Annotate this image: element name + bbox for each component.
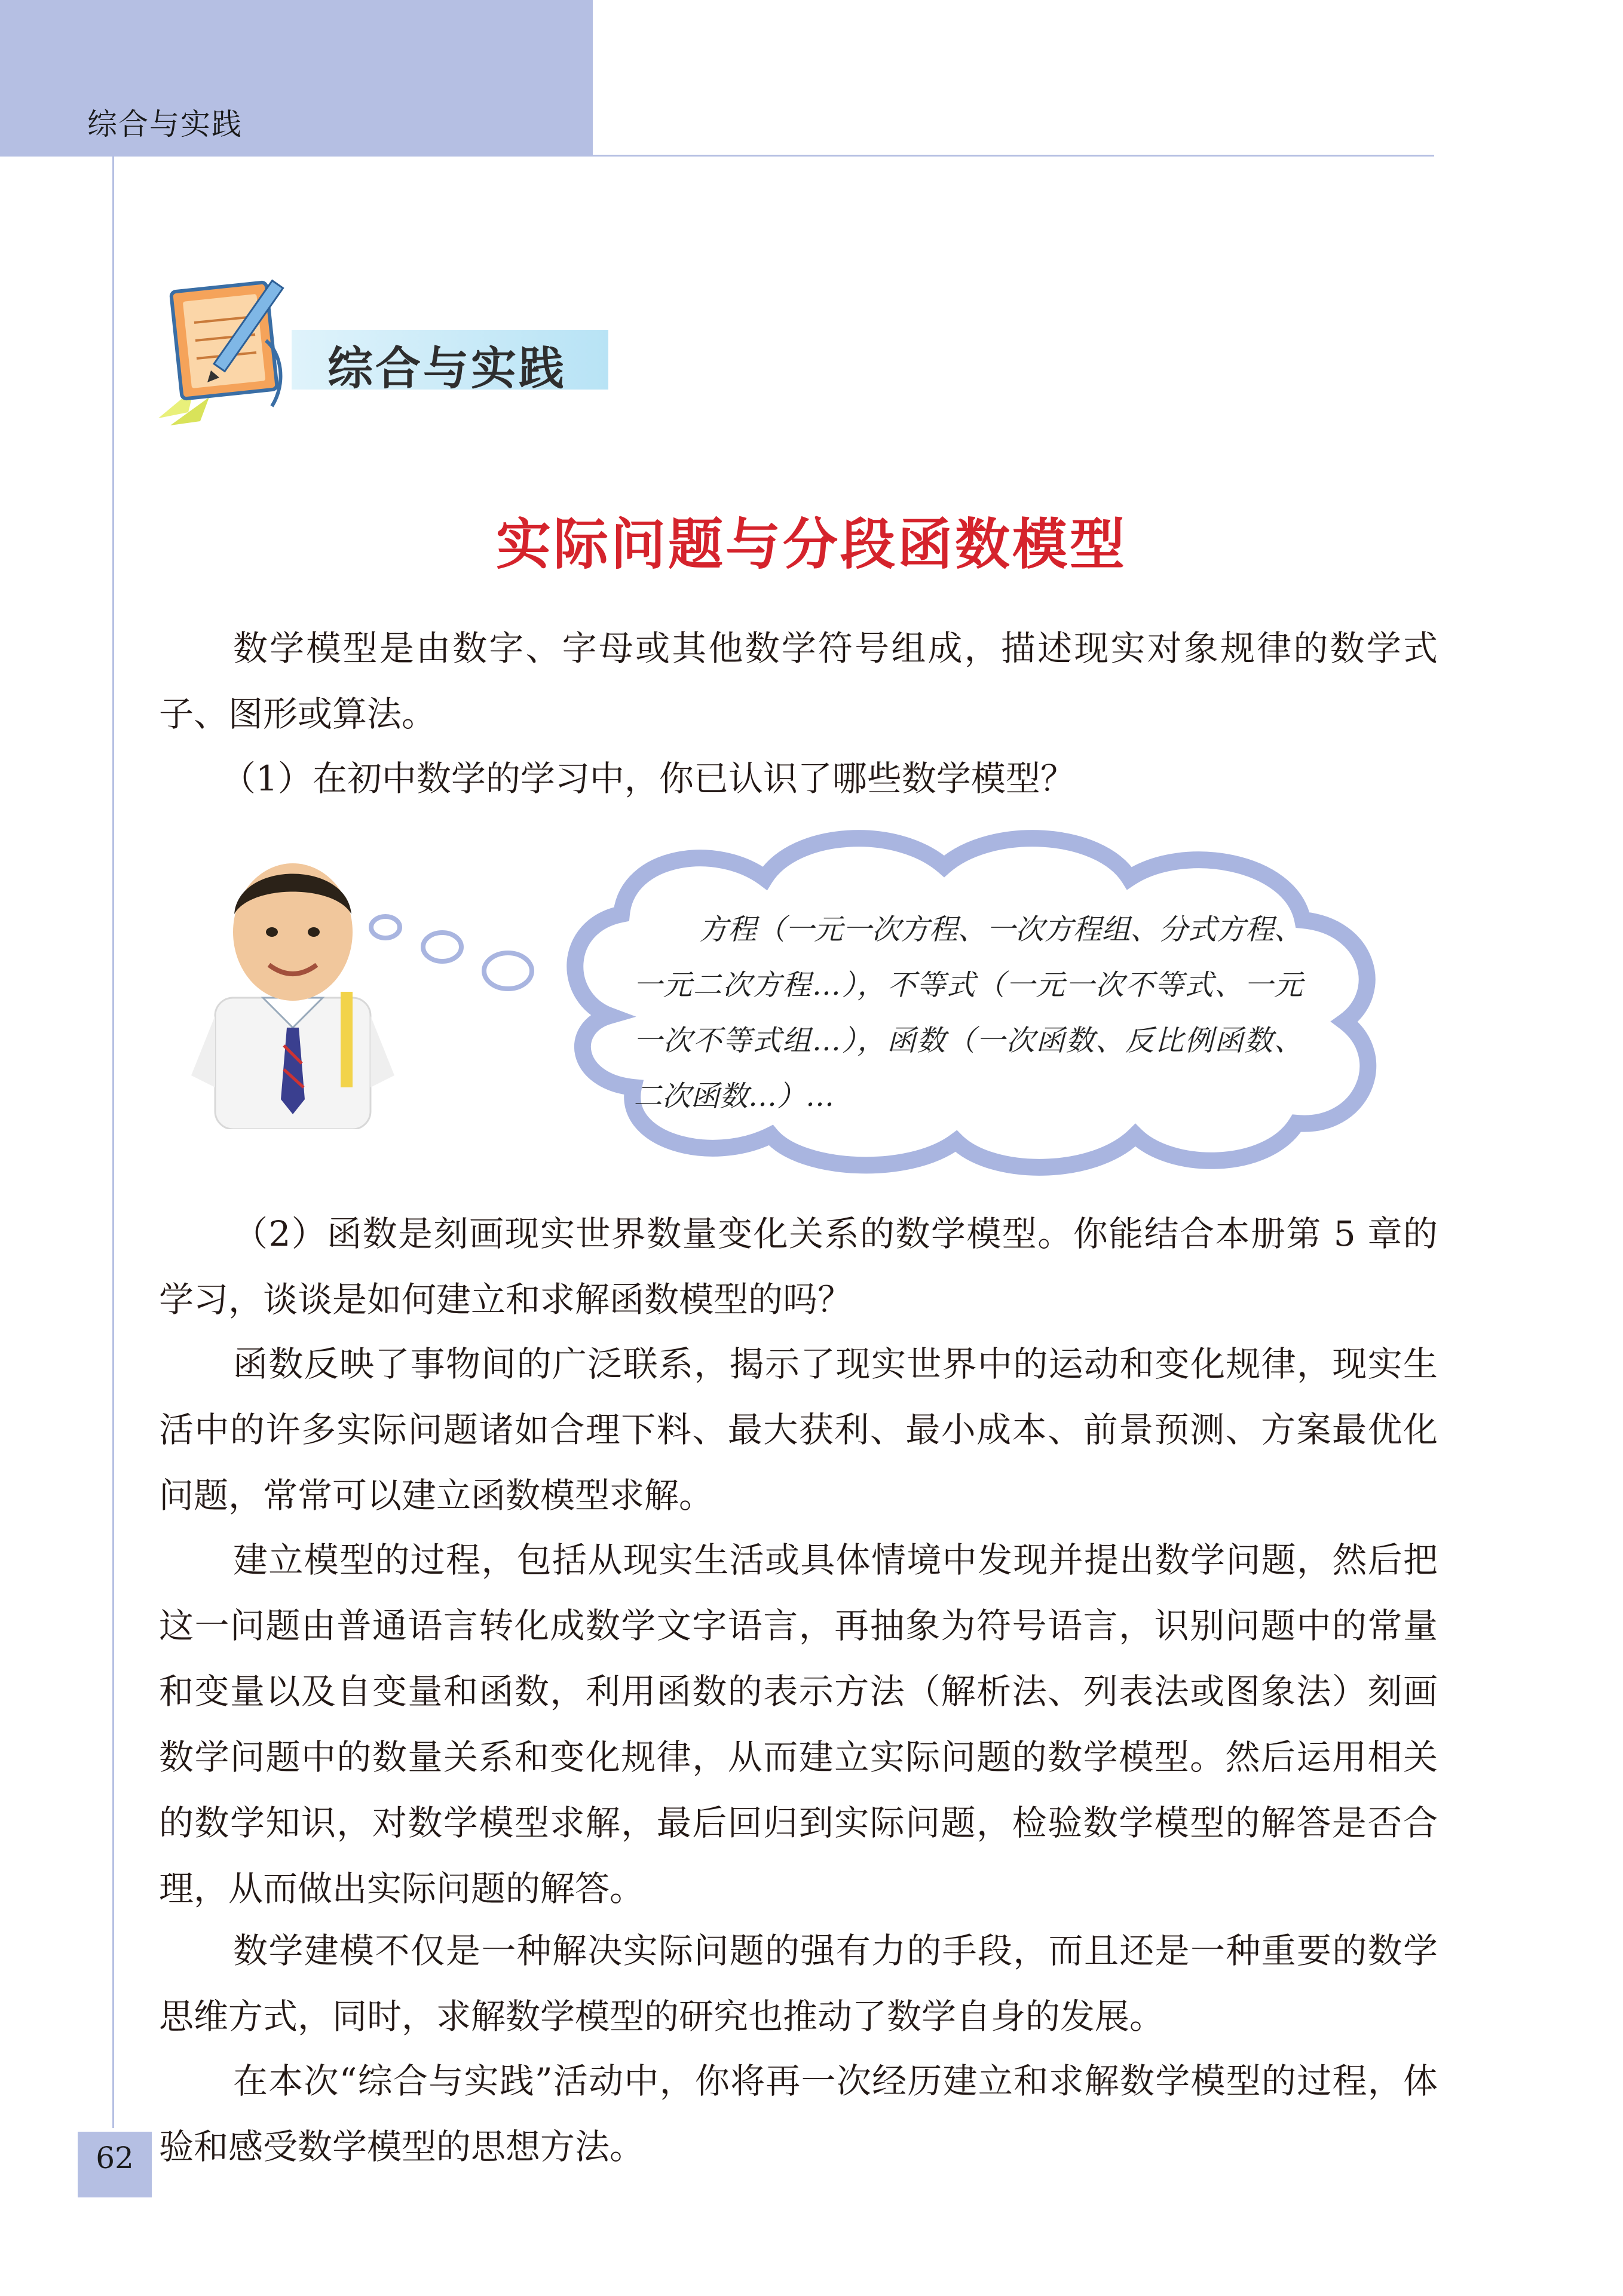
paragraph-2: 建立模型的过程，包括从现实生活或具体情境中发现并提出数学问题，然后把这一问题由普通语言转化成数学文字语言，再抽象为符号语言，识别问题中的常量和变量以及自变量和函数，利用函数的表示方法（解析法、列表法或图象法）刻画数学问题中的数量关系和变化规律，从而建立实际问题的数学模型。然后运用相关的数学知识，对数学模型求解，最后回归到实际问题，检验数学模型的解答是否合理，从而做出实际问题的解答。	[159, 1540, 1438, 1909]
paragraph-3: 数学建模不仅是一种解决实际问题的强有力的手段，而且还是一种重要的数学思维方式，同时，求解数学模型的研究也推动了数学自身的发展。	[159, 1930, 1438, 2037]
paragraph-4: 在本次“综合与实践”活动中，你将再一次经历建立和求解数学模型的过程，体验和感受数学模型的思想方法。	[159, 2061, 1438, 2167]
badge-label: 综合与实践	[327, 342, 566, 395]
intro-paragraph: 数学模型是由数字、字母或其他数学符号组成，描述现实对象规律的数学式子、图形或算法。	[159, 628, 1438, 734]
question-2: （2）函数是刻画现实世界数量变化关系的数学模型。你能结合本册第 5 章的学习，谈谈是如何建立和求解函数模型的吗？	[159, 1213, 1438, 1320]
thought-bubble-text: 方程（一元一次方程、一次方程组、分式方程、一元二次方程…），不等式（一元一次不等式、一元一次不等式组…），函数（一次函数、反比例函数、二次函数…）…	[633, 913, 1303, 1113]
lesson-title: 实际问题与分段函数模型	[495, 513, 1127, 577]
thought-bubbles-icon	[359, 890, 550, 1010]
header-section-label: 综合与实践	[87, 107, 243, 142]
paragraph-1: 函数反映了事物间的广泛联系，揭示了现实世界中的运动和变化规律，现实生活中的许多实际问题诸如合理下料、最大获利、最小成本、前景预测、方案最优化问题，常常可以建立函数模型求解。	[159, 1344, 1438, 1516]
notepad-pencil-icon	[152, 269, 302, 430]
side-rule	[112, 157, 114, 2128]
page-number: 62	[96, 2141, 134, 2175]
header-rule	[593, 155, 1434, 157]
question-1: （1）在初中数学的学习中，你已认识了哪些数学模型？	[221, 758, 1075, 799]
